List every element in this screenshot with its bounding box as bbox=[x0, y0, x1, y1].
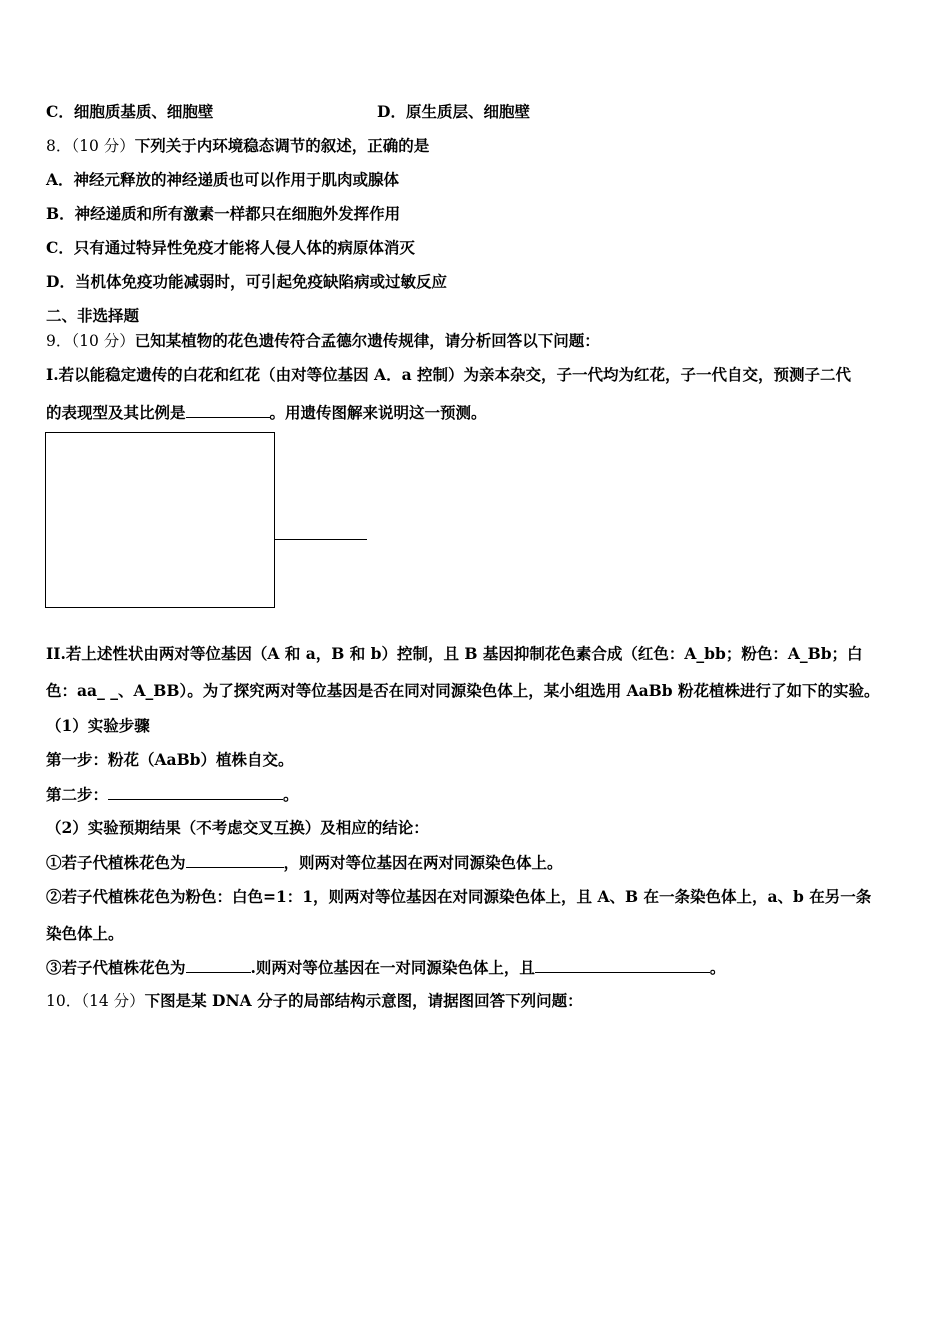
answer-blank bbox=[186, 957, 251, 973]
q8-number: 8． bbox=[46, 137, 72, 155]
q8-score: （10 分） bbox=[71, 137, 135, 155]
diagram-extension-line bbox=[275, 539, 367, 540]
q8-option-b: B．神经递质和所有激素一样都只在细胞外发挥作用 bbox=[46, 204, 401, 223]
q10-score: （14 分） bbox=[81, 992, 145, 1010]
q9-step2-end: 。 bbox=[283, 785, 299, 804]
answer-blank bbox=[535, 957, 710, 973]
q8-option-a: A．神经元释放的神经递质也可以作用于肌肉或腺体 bbox=[46, 170, 400, 189]
q9-result3 bbox=[46, 957, 725, 978]
q9-part1-line2 bbox=[46, 402, 487, 423]
q8-option-c: C．只有通过特异性免疫才能将人侵人体的病原体消灭 bbox=[46, 238, 415, 257]
q9-result2-line1: ②若子代植株花色为粉色：白色=1：1，则两对等位基因在对同源染色体上，且 A、B 在一条染色体上，a、b 在另一条 bbox=[46, 887, 872, 906]
q9-result1-text-a: ①若子代植株花色为 bbox=[46, 853, 186, 872]
q9-score: （10 分） bbox=[71, 332, 135, 350]
q8-option-d: D．当机体免疫功能减弱时，可引起免疫缺陷病或过敏反应 bbox=[46, 272, 447, 291]
q9-result3-text-b: .则两对等位基因在一对同源染色体上，且 bbox=[250, 958, 535, 977]
q9-part2-line1: II.若上述性状由两对等位基因（A 和 a，B 和 b）控制，且 B 基因抑制花色素合成（红色：A_bb；粉色：A_Bb；白 bbox=[46, 644, 863, 663]
answer-blank bbox=[186, 402, 270, 418]
q10-stem-line bbox=[46, 991, 583, 1011]
q9-result-heading: （2）实验预期结果（不考虑交叉互换）及相应的结论： bbox=[46, 818, 429, 837]
q9-step2-label: 第二步： bbox=[46, 785, 109, 804]
q9-part1-text-a: 的表现型及其比例是 bbox=[46, 403, 186, 422]
q9-part1-text-b: 。用遗传图解来说明这一预测。 bbox=[269, 403, 487, 422]
q9-stem: 已知某植物的花色遗传符合孟德尔遗传规律，请分析回答以下问题： bbox=[134, 331, 600, 350]
q8-stem: 下列关于内环境稳态调节的叙述，正确的是 bbox=[134, 136, 430, 155]
q9-part1-line1: I.若以能稳定遗传的白花和红花（由对等位基因 A．a 控制）为亲本杂交，子一代均为红花，子一代自交，预测子二代 bbox=[46, 365, 852, 384]
section-title: 二、非选择题 bbox=[46, 306, 140, 325]
q8-stem-line bbox=[46, 136, 429, 156]
q7-option-c: C．细胞质基质、细胞壁 bbox=[46, 102, 214, 121]
q9-result1-text-b: ，则两对等位基因在两对同源染色体上。 bbox=[283, 853, 563, 872]
q10-number: 10． bbox=[46, 992, 82, 1010]
genetic-diagram-answer-box bbox=[45, 432, 275, 608]
q9-result1 bbox=[46, 852, 563, 873]
q9-stem-line bbox=[46, 331, 600, 351]
answer-blank bbox=[186, 852, 284, 868]
answer-blank bbox=[108, 784, 283, 800]
q9-part2-line2: 色：aa_ _、A_BB）。为了探究两对等位基因是否在同对同源染色体上，某小组选用 AaBb 粉花植株进行了如下的实验。 bbox=[46, 681, 880, 700]
q9-step1: 第一步：粉花（AaBb）植株自交。 bbox=[46, 750, 294, 769]
q9-step-heading: （1）实验步骤 bbox=[46, 716, 150, 735]
q9-step2 bbox=[46, 784, 299, 805]
q9-result3-text-c: 。 bbox=[709, 958, 726, 977]
q10-stem: 下图是某 DNA 分子的局部结构示意图，请据图回答下列问题： bbox=[144, 991, 583, 1010]
q9-number: 9． bbox=[46, 332, 72, 350]
q9-result3-text-a: ③若子代植株花色为 bbox=[46, 958, 186, 977]
q9-result2-line2: 染色体上。 bbox=[46, 924, 124, 943]
q7-option-d: D．原生质层、细胞壁 bbox=[377, 102, 530, 121]
